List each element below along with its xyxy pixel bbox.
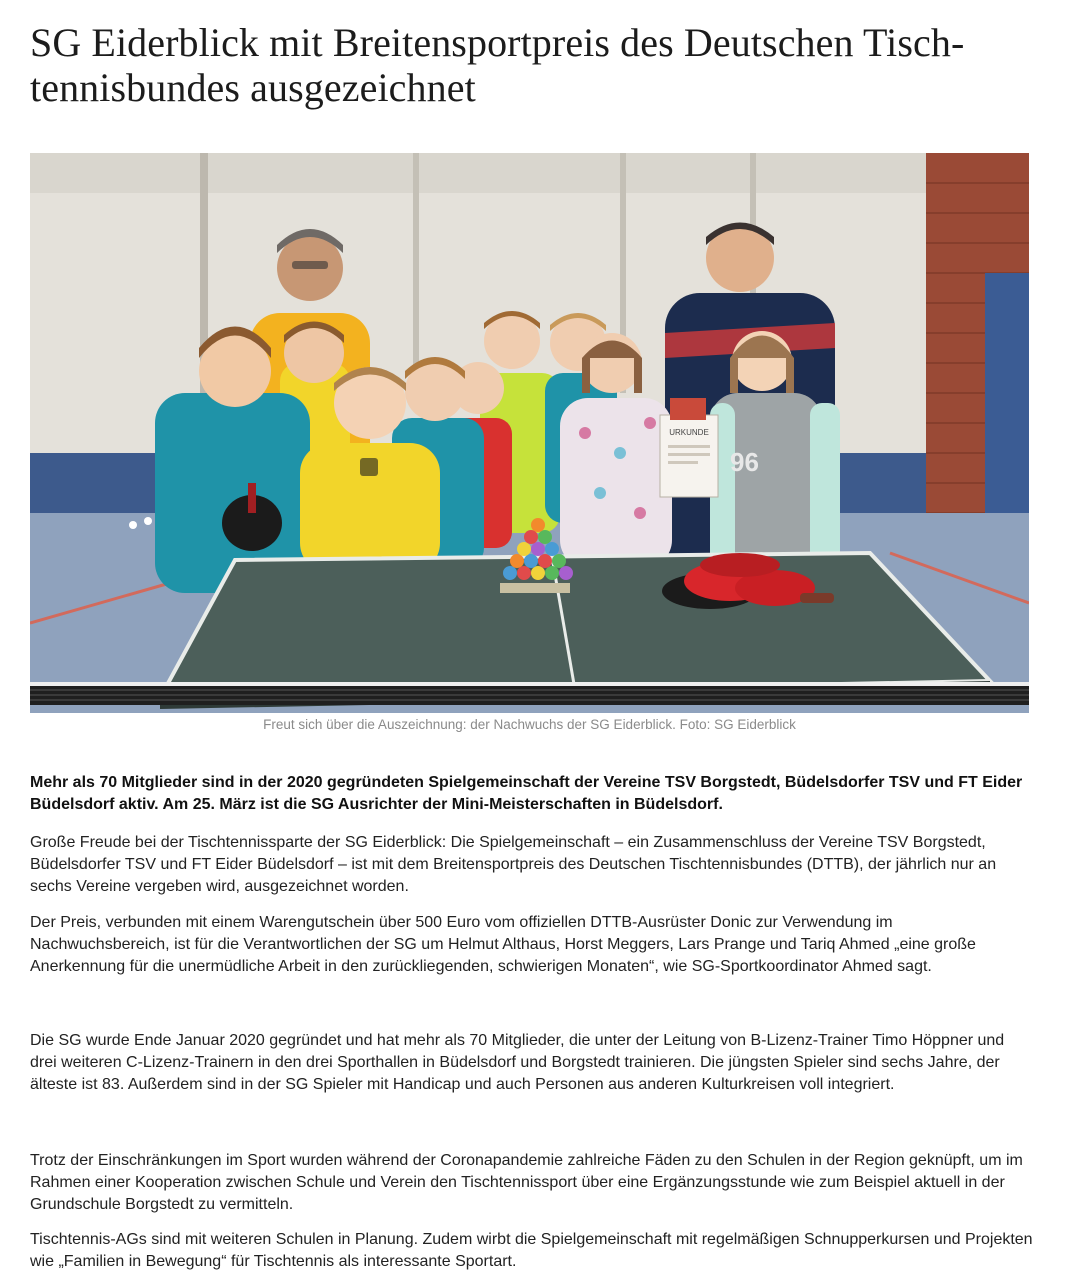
article-paragraph: Trotz der Einschränkungen im Sport wurden während der Coronapandemie zahlreiche Fäden zu den Schulen in der Region geknüpft, um im Rahmen einer Kooperation zwischen Schule und Verein den Tischtennissport über eine Ergänzungsstunde wie zum Beispiel aktuell in der Grundschule Borgstedt zu vermitteln. bbox=[30, 1152, 1023, 1213]
headline-line-2: tennisbundes ausgezeichnet bbox=[30, 65, 476, 110]
article-headline bbox=[30, 20, 1040, 110]
article-paragraph: Der Preis, verbunden mit einem Warengutschein über 500 Euro vom offiziellen DTTB-Ausrüster Donic zur Verwendung im Nachwuchsbereich, ist für die Verantwortlichen der SG um Helmut Althaus, Horst Meggers, Lars Prange und Tariq Ahmed „eine große Anerkennung für die unermüdliche Arbeit in den zurückliegenden, schwierigen Monaten“, wie SG-Sportkoordinator Ahmed sagt. bbox=[30, 914, 976, 975]
article-lead: Mehr als 70 Mitglieder sind in der 2020 gegründeten Spielgemeinschaft der Vereine TSV Borgstedt, Büdelsdorfer TSV und FT Eider Büdelsdorf aktiv. Am 25. März ist die SG Ausrichter der Mini-Meisterschaften in Büdelsdorf. bbox=[30, 774, 1023, 813]
article-paragraph: Tischtennis-AGs sind mit weiteren Schulen in Planung. Zudem wirbt die Spielgemeinschaft mit regelmäßigen Schnupperkursen und Projekten wie „Familien in Bewegung“ für Tischtennis als interessante Sportart. bbox=[30, 1231, 1033, 1270]
headline-line-1: SG Eiderblick mit Breitensportpreis des Deutschen Tisch- bbox=[30, 20, 965, 65]
article-paragraph: Große Freude bei der Tischtennissparte der SG Eiderblick: Die Spielgemeinschaft – ein Zusammenschluss der Vereine TSV Borgstedt, Büdelsdorfer TSV und FT Eider Büdelsdorf – ist mit dem Breitensportpreis des Deutschen Tischtennisbundes (DTTB), der jährlich nur an sechs Vereine vergeben wird, ausgezeichnet worden. bbox=[30, 834, 997, 895]
article-paragraph: Die SG wurde Ende Januar 2020 gegründet und hat mehr als 70 Mitglieder, die unter der Leitung von B-Lizenz-Trainer Timo Höppner und drei weiteren C-Lizenz-Trainern in den drei Sporthallen in Büdelsdorf und Borgstedt trainieren. Die jüngsten Spieler sind sechs Jahre, der älteste ist 83. Außerdem sind in der SG Spieler mit Handicap und auch Personen aus anderen Kulturkreisen voll integriert. bbox=[30, 1032, 1005, 1093]
photo-caption: Freut sich über die Auszeichnung: der Nachwuchs der SG Eiderblick. Foto: SG Eiderblick bbox=[263, 717, 796, 732]
article-photo bbox=[30, 153, 1029, 713]
certificate-label: URKUNDE bbox=[669, 428, 709, 437]
shirt-number: 96 bbox=[730, 447, 759, 477]
